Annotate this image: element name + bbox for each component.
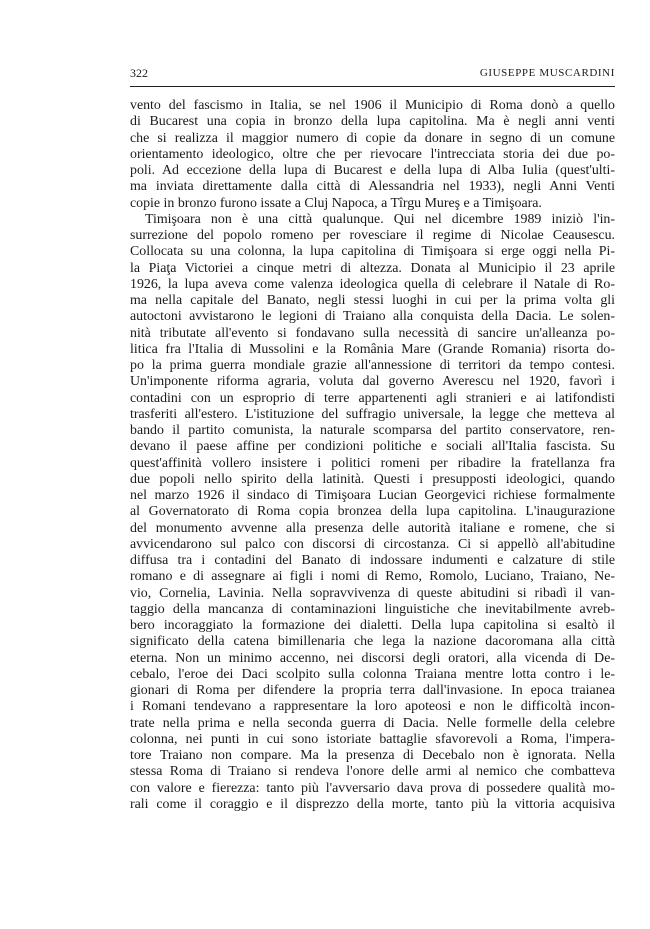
text-line: avvicendarono sul palco con discorsi di circostanza. Ci si appellò all'abitudine <box>130 536 615 552</box>
text-line: eterna. Non un minimo accenno, nei discorsi degli oratori, alla vicenda di De- <box>130 650 615 666</box>
text-line: rali come il coraggio e il disprezzo della morte, tanto più la vittoria acquisiva <box>130 796 615 812</box>
text-line: diffusa tra i contadini del Banato di indossare indumenti e calzature di stile <box>130 553 615 568</box>
text-line: nità tributate all'evento si fondavano sulla necessità di sancire un'alleanza po- <box>130 325 615 341</box>
text-line: orientamento ideologico, oltre che per rievocare l'intrecciata storia dei due po- <box>130 146 615 162</box>
text-line: i Romani tendevano a rappresentare la loro apoteosi e non le difficoltà incon- <box>130 699 615 715</box>
text-line: colonna, nei punti in cui sono istoriate battaglie sfavorevoli a Roma, l'impera- <box>130 731 615 747</box>
text-line: bero incoraggiato la formazione dei dialetti. Della lupa capitolina si esaltò il <box>130 618 615 633</box>
text-line: del monumento avvenne alla presenza delle autorità italiane e romene, che si <box>130 520 615 536</box>
text-line: poli. Ad eccezione della lupa di Bucarest e della lupa di Alba Iulia (quest'ulti- <box>130 163 615 178</box>
text-line: trasferiti all'estero. L'istituzione del suffragio universale, la legge che metteva al <box>130 406 615 422</box>
text-line: quest'affinità vollero insistere i politici romeni per ribadire la fratellanza fra <box>130 455 615 471</box>
body-text <box>130 98 615 813</box>
text-line: tore Traiano non compare. Ma la presenza di Decebalo non è ignorata. Nella <box>130 748 615 763</box>
running-head: GIUSEPPE MUSCARDINI <box>479 67 615 79</box>
text-line: surrezione del popolo romeno per rovesciare il regime di Nicolae Ceausescu. <box>130 228 615 243</box>
text-line: contadini con un esproprio di terre appartenenti agli stranieri e ai latifondisti <box>130 390 615 406</box>
text-line: nel marzo 1926 il sindaco di Timişoara Lucian Georgevici richiese formalmente <box>130 488 615 503</box>
text-line: che si realizza il maggior numero di copie da donare in segno di un comune <box>130 130 615 146</box>
text-line: di Bucarest una copia in bronzo della lupa capitolina. Ma è negli anni venti <box>130 114 615 130</box>
text-line: cebalo, l'eroe dei Daci scolpito sulla colonna Traiana mentre lotta contro i le- <box>130 666 615 682</box>
text-line: taggio della mancanza di contaminazioni linguistiche che inevitabilmente avreb- <box>130 601 615 617</box>
text-line: ma nella capitale del Banato, negli stessi luoghi in cui per la prima volta gli <box>130 293 615 308</box>
text-line: autoctoni avvistarono le legioni di Traiano alla conquista della Dacia. Le solen- <box>130 309 615 325</box>
text-line: po la prima guerra mondiale grazie all'annessione di territori da tempo contesi. <box>130 358 615 373</box>
text-line: 1926, la lupa aveva come valenza ideologica quella di celebrare il Natale di Ro- <box>130 276 615 292</box>
text-line: la Piaţa Victoriei a cinque metri di altezza. Donata al Municipio il 23 aprile <box>130 260 615 276</box>
text-line: Timişoara non è una città qualunque. Qui nel dicembre 1989 iniziò l'in- <box>145 211 615 227</box>
page-header <box>130 64 615 82</box>
text-line: Un'imponente riforma agraria, voluta dal governo Averescu nel 1920, favorì i <box>130 374 615 390</box>
page-number: 322 <box>130 66 148 80</box>
text-line: con valore e fierezza: tanto più l'avversario dava prova di possedere qualità mo- <box>130 780 615 796</box>
text-line: litica fra l'Italia di Mussolini e la România Mare (Grande Romania) risorta do- <box>130 341 615 357</box>
text-line: stessa Roma di Traiano si rendeva l'onore delle armi al nemico che combatteva <box>130 764 615 780</box>
text-line: bando il partito comunista, la naturale scomparsa del partito conservatore, ren- <box>130 423 615 438</box>
text-line: trate nella prima e nella seconda guerra di Dacia. Nelle formelle della celebre <box>130 715 615 731</box>
text-line: significato della catena bimillenaria che lega la nazione dacoromana alla città <box>130 634 615 650</box>
text-line: due popoli nello spirito della latinità. Questi i presupposti ideologici, quando <box>130 471 615 487</box>
text-line: vio, Cornelia, Lavinia. Nella sopravvivenza di queste abitudini si ribadì il van- <box>130 585 615 601</box>
text-line: devano il paese affine per condizioni politiche e sociali all'Italia fascista. Su <box>130 439 615 455</box>
text-line: ma inviata direttamente dalla città di Alessandria nel 1933), negli Anni Venti <box>130 179 615 195</box>
text-line: Collocata su una colonna, la lupa capitolina di Timişoara si erge oggi nella Pi- <box>130 244 615 260</box>
text-line: vento del fascismo in Italia, se nel 1906 il Municipio di Roma donò a quello <box>130 98 615 113</box>
text-line: copie in bronzo furono issate a Cluj Napoca, a Tîrgu Mureş e a Timişoara. <box>130 195 542 211</box>
text-line: al Governatorato di Roma copia bronzea della lupa capitolina. L'inaugurazione <box>130 504 615 520</box>
text-line: romano e di assegnare ai figli i nomi di Remo, Romolo, Luciano, Traiano, Ne- <box>130 569 615 585</box>
header-rule <box>130 86 615 87</box>
text-line: gionari di Roma per difendere la propria terra dall'invasione. In epoca traianea <box>130 683 615 698</box>
